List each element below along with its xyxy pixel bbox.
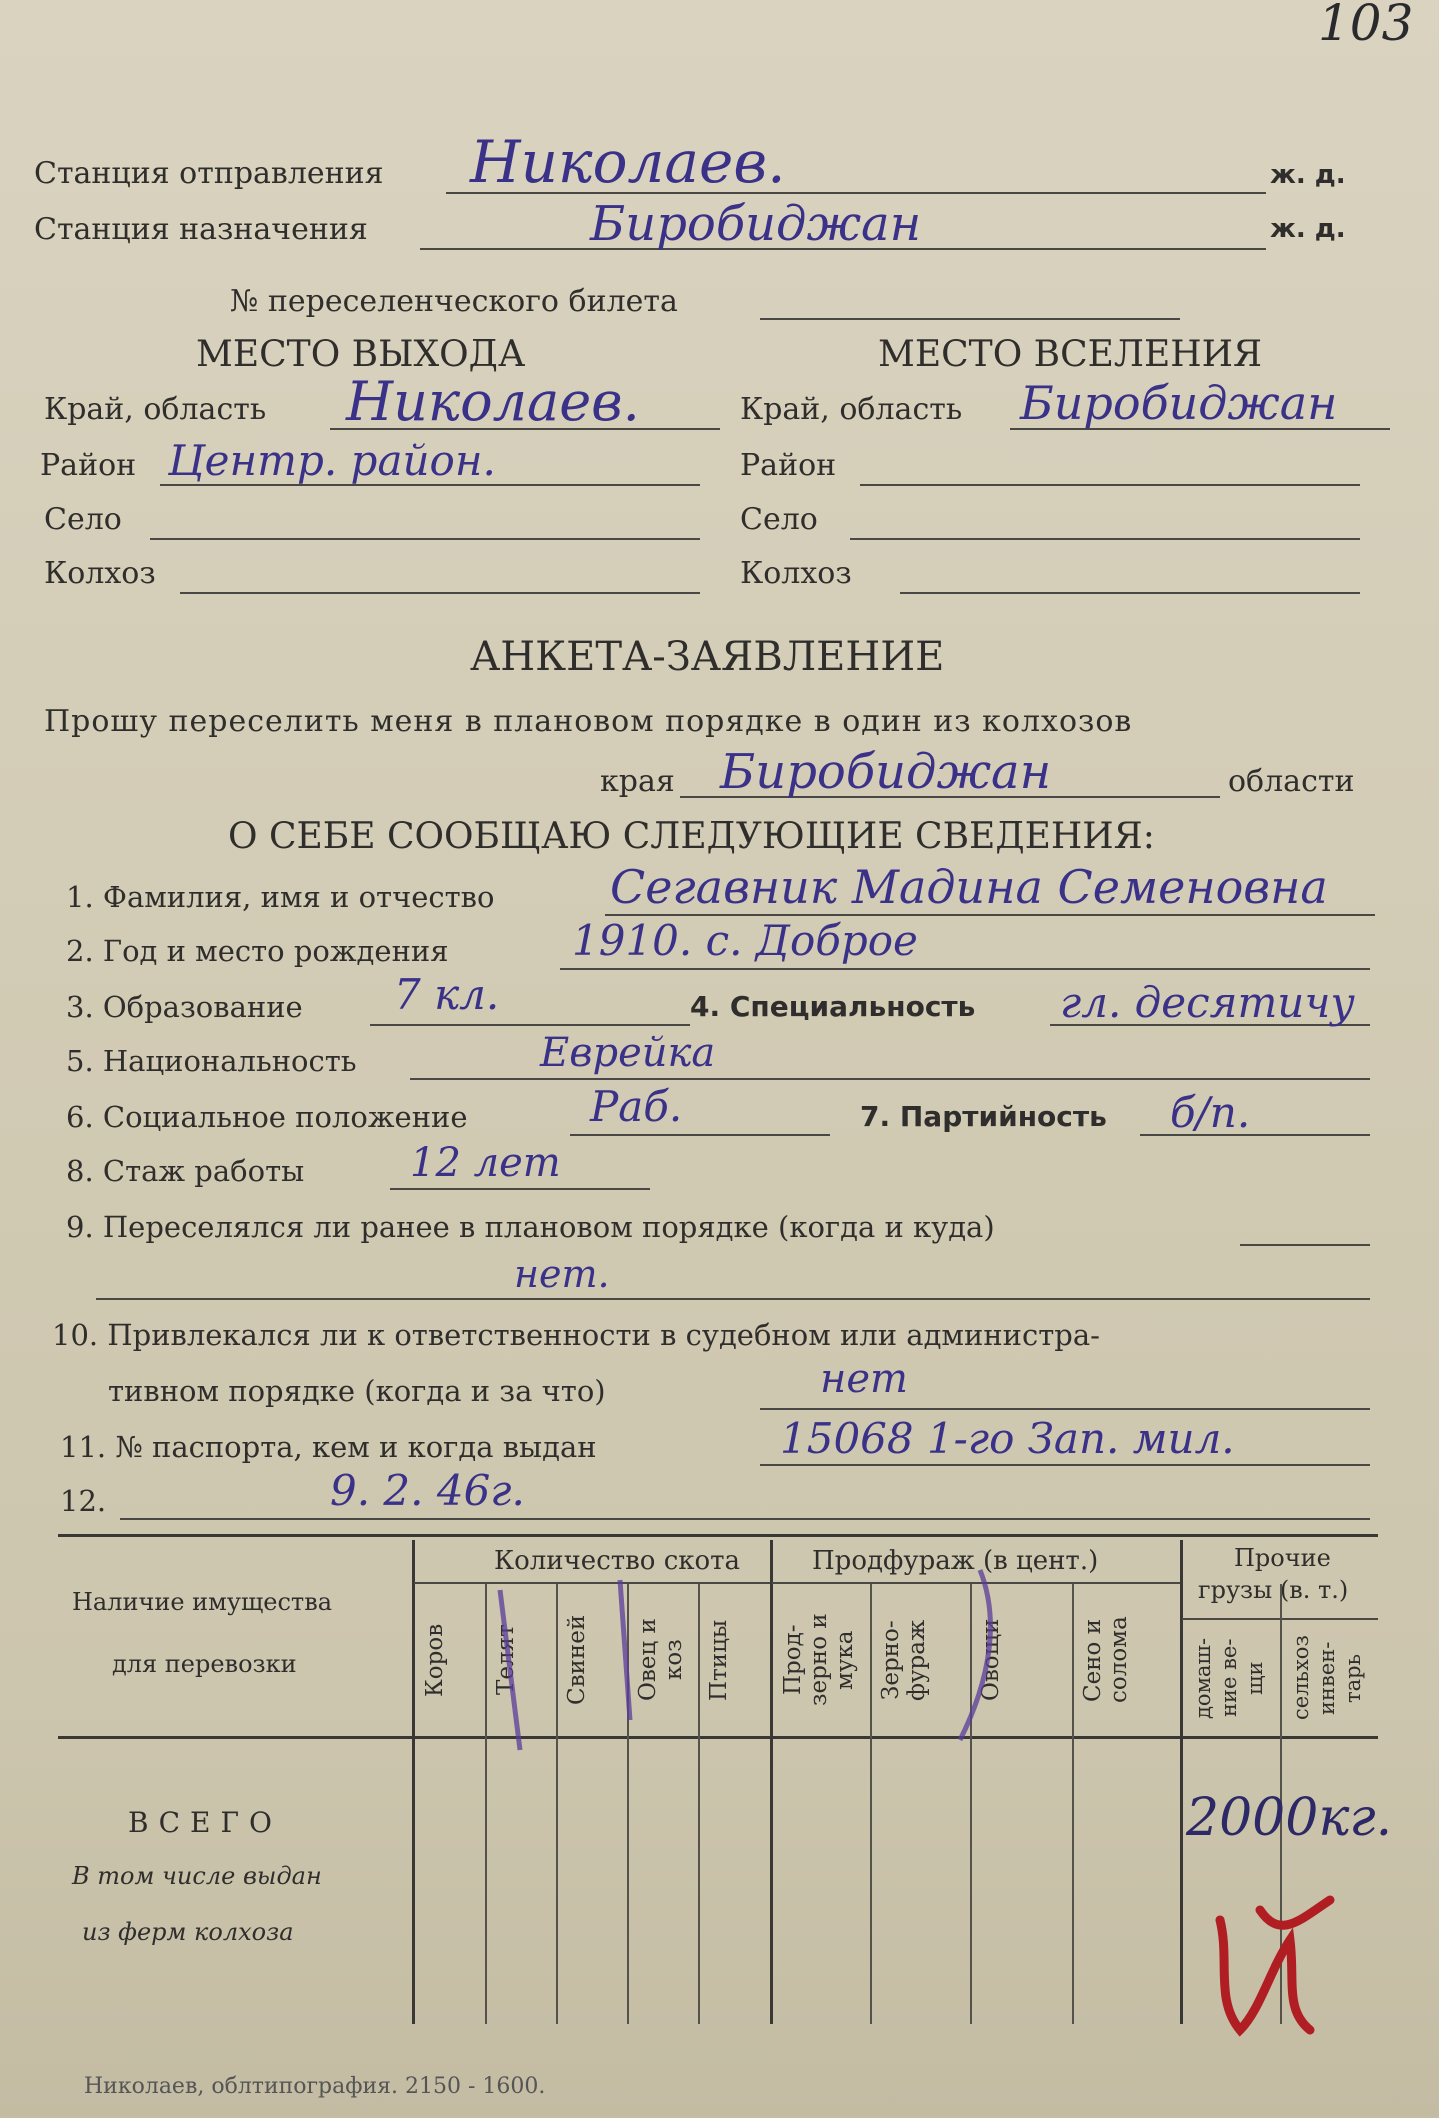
- origin-district-label: Район: [40, 448, 137, 483]
- table-group-fodder: Продфураж (в цент.): [812, 1546, 1099, 1576]
- field-3-value: 7 кл.: [394, 970, 500, 1019]
- field-6-value: Раб.: [590, 1082, 683, 1131]
- table-group-other-1: Прочие: [1234, 1544, 1331, 1572]
- section-heading: О СЕБЕ СООБЩАЮ СЛЕДУЮЩИЕ СВЕДЕНИЯ:: [228, 816, 1155, 857]
- ticket-line: [760, 318, 1180, 320]
- table-column-header: Коров: [422, 1623, 448, 1697]
- request-oblast-label: области: [1228, 764, 1355, 799]
- request-kray-label: края: [600, 764, 675, 799]
- table-column-header: Сено и солома: [1080, 1616, 1132, 1704]
- red-signature-mark: [1200, 1880, 1350, 2040]
- origin-region-label: Край, область: [44, 392, 267, 427]
- field-9-line: [1240, 1244, 1370, 1246]
- field-10-label-2: тивном порядке (когда и за что): [108, 1374, 606, 1408]
- field-9-value: нет.: [514, 1252, 610, 1296]
- field-3-line: [370, 1024, 690, 1026]
- table-column-header: сельхоз инвен- тарь: [1289, 1635, 1365, 1721]
- field-6-line: [570, 1134, 830, 1136]
- table-group-livestock: Количество скота: [494, 1546, 741, 1576]
- destination-label: Станция назначения: [34, 212, 368, 247]
- form-title: АНКЕТА-ЗАЯВЛЕНИЕ: [470, 634, 945, 680]
- field-1-value: Сегавник Мадина Семеновна: [610, 860, 1328, 914]
- departure-label: Станция отправления: [34, 156, 384, 191]
- field-5-value: Еврейка: [540, 1030, 716, 1076]
- request-line-1: Прошу переселить меня в плановом порядке в один из колхозов: [44, 704, 1133, 739]
- field-4-label: 4. Специальность: [690, 990, 976, 1023]
- field-5-line: [410, 1078, 1370, 1080]
- field-8-label: 8. Стаж работы: [66, 1154, 305, 1188]
- table-column-header: Зерно- фураж: [878, 1619, 930, 1701]
- table-issued-label-2: из ферм колхоза: [82, 1918, 294, 1946]
- field-10-label-1: 10. Привлекался ли к ответственности в судебном или администра-: [52, 1318, 1100, 1352]
- field-9-line-2: [96, 1298, 1370, 1300]
- field-11-label: 11. № паспорта, кем и когда выдан: [60, 1430, 597, 1464]
- settlement-kolkhoz-line: [900, 592, 1360, 594]
- settlement-district-line: [860, 484, 1360, 486]
- table-column-divider: [1072, 1584, 1074, 2024]
- footer-printer-note: Николаев, облтипография. 2150 - 1600.: [84, 2074, 546, 2099]
- origin-heading: МЕСТО ВЫХОДА: [196, 334, 526, 375]
- field-11-line: [760, 1464, 1370, 1466]
- field-5-label: 5. Национальность: [66, 1044, 357, 1078]
- field-3-label: 3. Образование: [66, 990, 303, 1024]
- rail-suffix-1: ж. д.: [1270, 160, 1346, 190]
- field-4-value: гл. десятичу: [1060, 978, 1355, 1027]
- table-col-divider-fodder: [1180, 1540, 1183, 2024]
- origin-kolkhoz-label: Колхоз: [44, 556, 156, 591]
- table-total-label: ВСЕГО: [128, 1806, 282, 1839]
- table-column-header: Овец и коз: [635, 1618, 687, 1702]
- settlement-region-value: Биробиджан: [1020, 376, 1338, 430]
- table-top-rule: [58, 1534, 1378, 1537]
- table-column-header: Прод- зерно и мука: [780, 1613, 858, 1707]
- table-column-header: Телят: [493, 1624, 519, 1696]
- table-col-divider-property: [412, 1540, 415, 2024]
- sheet-number: 103: [1318, 0, 1414, 52]
- table-column-header: Овощи: [978, 1618, 1004, 1702]
- table-column-header: домаш- ние ве- щи: [1191, 1637, 1267, 1719]
- field-10-value: нет: [820, 1356, 908, 1402]
- origin-village-label: Село: [44, 502, 122, 537]
- settlement-village-line: [850, 538, 1360, 540]
- table-property-label-1: Наличие имущества: [72, 1588, 333, 1616]
- origin-region-value: Николаев.: [346, 370, 640, 433]
- table-column-header: Птицы: [706, 1619, 732, 1701]
- field-2-label: 2. Год и место рождения: [66, 934, 449, 968]
- field-7-value: б/п.: [1170, 1088, 1251, 1137]
- table-column-header: Свиней: [564, 1614, 590, 1706]
- field-2-value: 1910. с. Доброе: [572, 916, 918, 965]
- field-8-line: [390, 1188, 650, 1190]
- field-12-value: 9. 2. 46г.: [330, 1466, 525, 1515]
- field-2-line: [560, 968, 1370, 970]
- origin-village-line: [150, 538, 700, 540]
- ticket-label: № переселенческого билета: [230, 284, 678, 319]
- field-1-label: 1. Фамилия, имя и отчество: [66, 880, 495, 914]
- field-9-label: 9. Переселялся ли ранее в плановом порядке (когда и куда): [66, 1210, 995, 1244]
- origin-district-value: Центр. район.: [168, 436, 496, 485]
- field-8-value: 12 лет: [410, 1140, 561, 1186]
- table-group-other-2: грузы (в. т.): [1198, 1576, 1349, 1604]
- request-kray-value: Биробиджан: [720, 744, 1052, 800]
- stamp-stroke-mark: [480, 1560, 1040, 1760]
- settlement-village-label: Село: [740, 502, 818, 537]
- table-issued-label-1: В том числе выдан: [72, 1862, 322, 1890]
- table-household-total: 2000кг.: [1186, 1788, 1393, 1848]
- table-property-label-2: для перевозки: [112, 1650, 297, 1678]
- field-10-line: [760, 1408, 1370, 1410]
- field-6-label: 6. Социальное положение: [66, 1100, 468, 1134]
- origin-kolkhoz-line: [180, 592, 700, 594]
- settlement-kolkhoz-label: Колхоз: [740, 556, 852, 591]
- field-12-line: [120, 1518, 1370, 1520]
- settlement-region-label: Край, область: [740, 392, 963, 427]
- destination-value: Биробиджан: [590, 196, 922, 252]
- field-7-label: 7. Партийность: [860, 1100, 1107, 1133]
- departure-value: Николаев.: [470, 128, 786, 196]
- field-12-label: 12.: [60, 1484, 107, 1518]
- rail-suffix-2: ж. д.: [1270, 214, 1346, 244]
- settlement-heading: МЕСТО ВСЕЛЕНИЯ: [878, 334, 1263, 375]
- settlement-district-label: Район: [740, 448, 837, 483]
- field-11-value: 15068 1-го Зап. мил.: [780, 1414, 1235, 1463]
